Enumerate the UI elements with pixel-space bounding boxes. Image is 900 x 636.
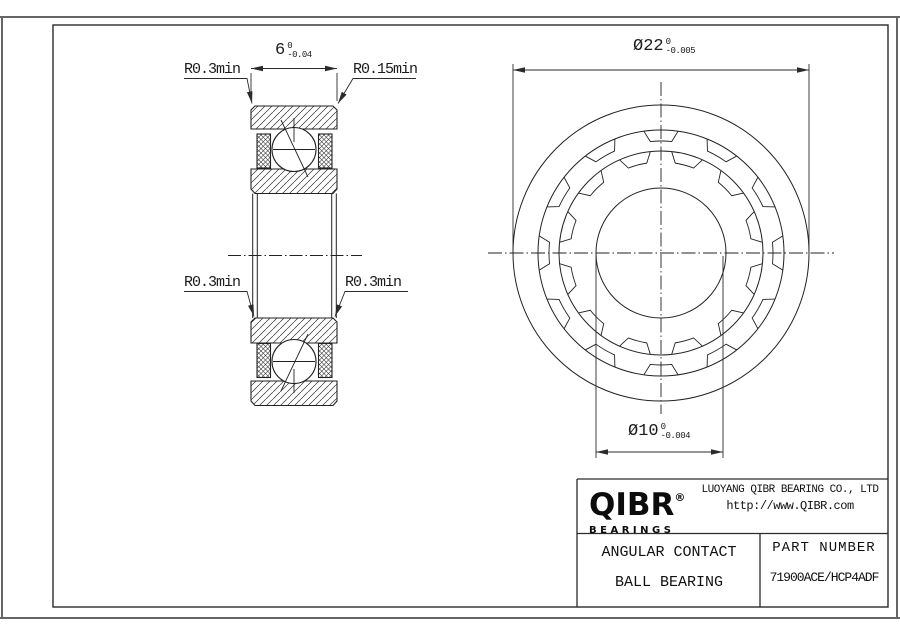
- product-name-cell: [578, 538, 760, 598]
- cross-section-view: [228, 106, 362, 406]
- front-view-centerlines: [488, 82, 834, 414]
- outer-border: [0, 17, 900, 618]
- radius-label-mid-left: R0.3min: [184, 274, 241, 291]
- inner-ring-section: [251, 169, 337, 194]
- company-name: LUOYANG QIBR BEARING CO., LTD: [701, 484, 879, 496]
- section-top: [251, 106, 337, 194]
- part-number-label: PART NUMBER: [772, 540, 876, 556]
- leader-mid-left: [184, 292, 254, 317]
- od-value: Ø22: [633, 37, 664, 56]
- cage-section-left: [257, 134, 271, 168]
- width-dimension: [275, 42, 312, 60]
- od-tolerance: 0 -0.005: [665, 37, 696, 56]
- registered-mark: ®: [674, 491, 686, 504]
- cage-section-right: [319, 344, 333, 378]
- leader-mid-right: [335, 292, 408, 317]
- logo-subtext: BEARINGS: [589, 525, 675, 536]
- part-number-value: 71900ACE/HCP4ADF: [769, 570, 879, 585]
- product-line1: ANGULAR CONTACT: [601, 544, 737, 561]
- width-tolerance: 0 -0.04: [287, 41, 312, 60]
- leader-top-left: [184, 79, 252, 104]
- leader-top-right: [338, 79, 416, 104]
- front-view: [488, 82, 834, 414]
- width-dimension-lines: [251, 69, 337, 102]
- radius-label-mid-right: R0.3min: [345, 274, 402, 291]
- bore-tolerance: 0 -0.004: [660, 422, 691, 441]
- logo-text: QIBR®: [589, 487, 686, 523]
- section-bottom: [251, 318, 337, 406]
- cage-section-left: [257, 344, 271, 378]
- part-number-cell: [761, 540, 887, 585]
- company-info: [695, 483, 885, 514]
- bore-dimension: [628, 423, 690, 441]
- logo: [589, 483, 689, 538]
- product-line2: BALL BEARING: [614, 574, 724, 591]
- company-website: http://www.QIBR.com: [726, 499, 854, 513]
- radius-label-top-left: R0.3min: [184, 61, 241, 78]
- width-value: 6: [275, 41, 286, 60]
- cage-section-right: [319, 134, 333, 168]
- radius-label-top-right: R0.15min: [353, 61, 418, 78]
- od-dimension: [633, 38, 695, 56]
- inner-frame: [53, 25, 888, 607]
- bore-value: Ø10: [628, 422, 659, 441]
